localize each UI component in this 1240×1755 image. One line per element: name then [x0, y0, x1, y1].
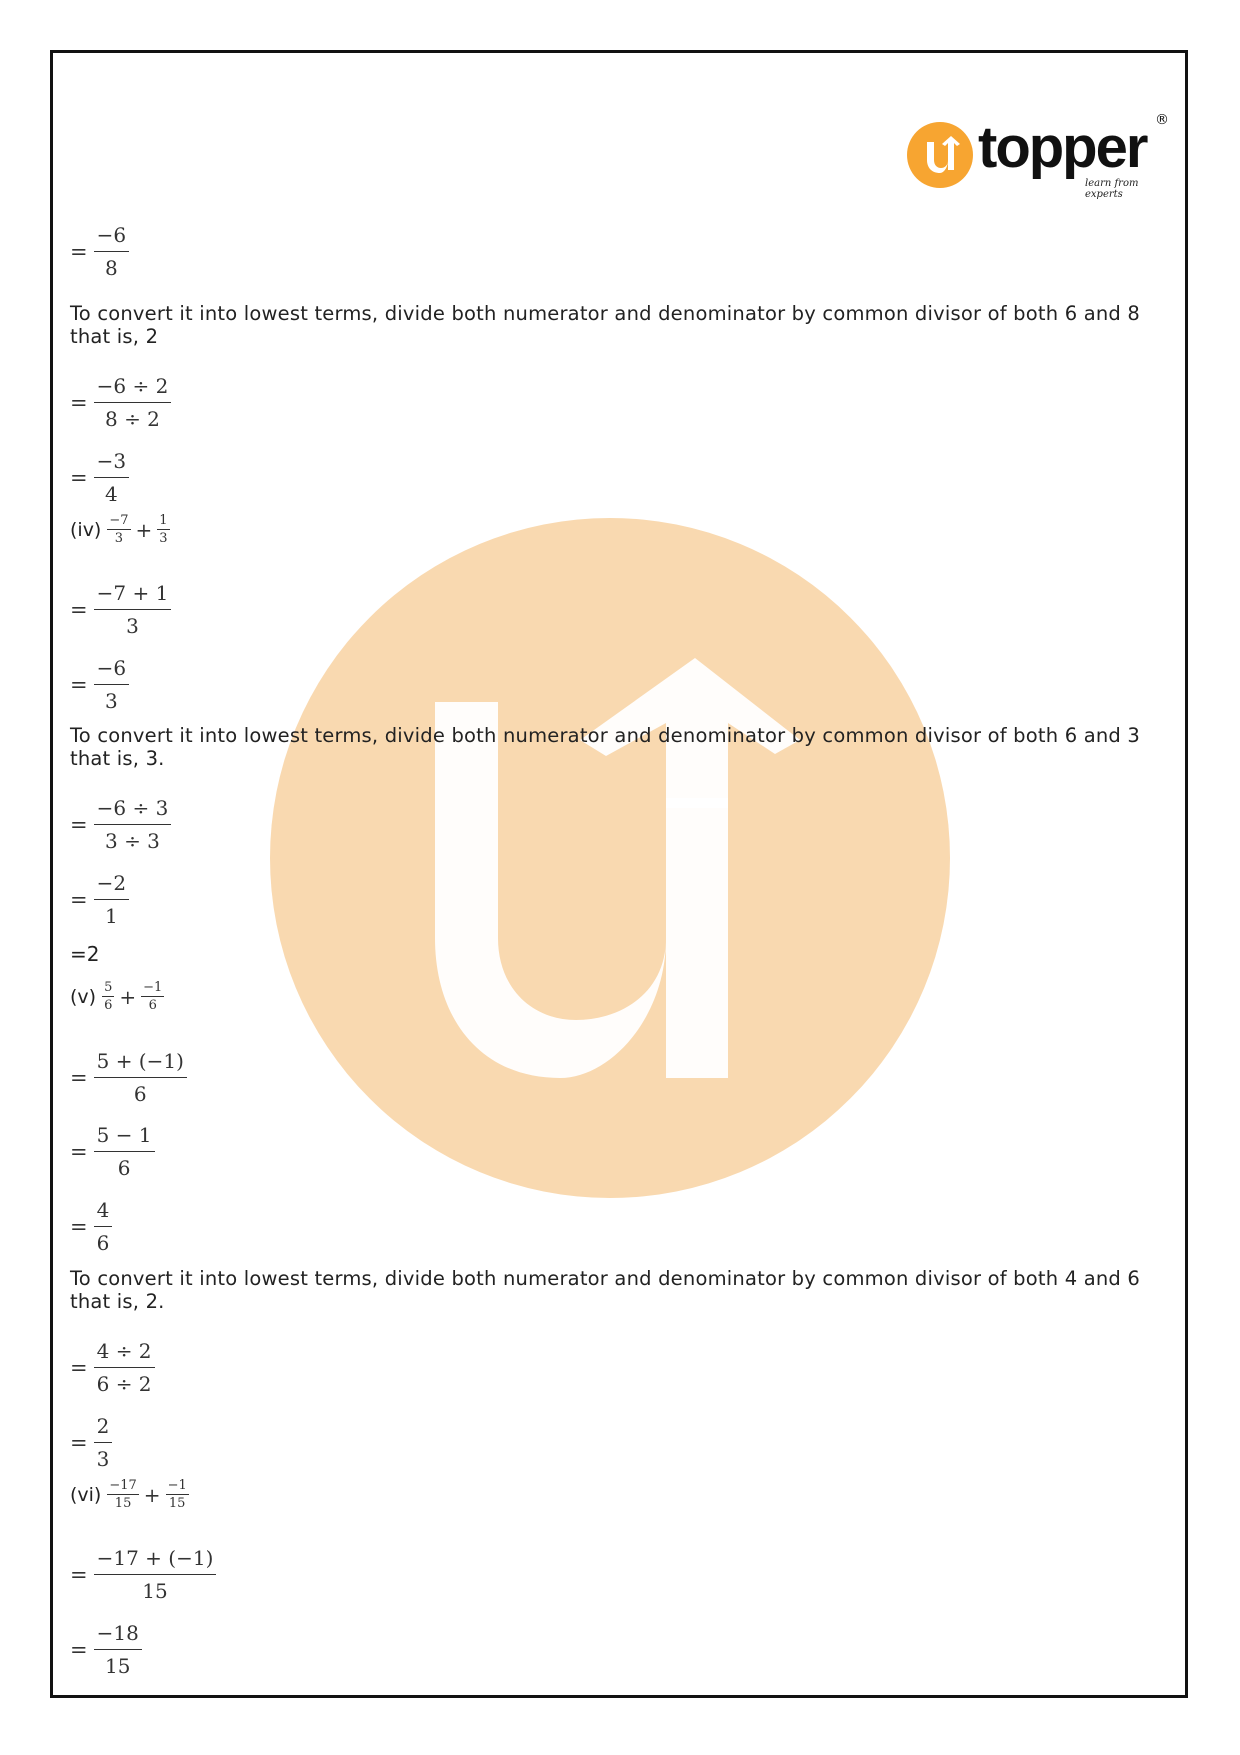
explanation-paragraph: To convert it into lowest terms, divide both numerator and denominator by common divisor of both 6 and 3 that is, 3. [70, 724, 1140, 770]
step-fraction: = $\frac{5 - 1}{6}$ [70, 1122, 155, 1181]
watermark-circle [270, 518, 950, 1198]
step-fraction: = $\frac{-7 + 1}{3}$ [70, 580, 171, 639]
question-vi: (vi) $\frac{-17}{15}$ + $\frac{-1}{15}$ [70, 1478, 187, 1511]
question-iv: (iv) $\frac{-7}{3}$ + $\frac{1}{3}$ [70, 513, 168, 546]
brand-tagline: learn from experts [1085, 178, 1139, 200]
step-fraction: = $\frac{2}{3}$ [70, 1413, 112, 1472]
step-fraction: = $\frac{-6 \div 2}{8 \div 2}$ [70, 373, 171, 432]
explanation-paragraph: To convert it into lowest terms, divide both numerator and denominator by common divisor of both 4 and 6 that is, 2. [70, 1267, 1140, 1313]
step-fraction: = $\frac{-6}{8}$ [70, 222, 129, 281]
step-fraction: = $\frac{4}{6}$ [70, 1197, 112, 1256]
explanation-paragraph: To convert it into lowest terms, divide both numerator and denominator by common divisor of both 6 and 8 that is, 2 [70, 302, 1140, 348]
brand-name: topper [978, 115, 1147, 180]
step-fraction: = $\frac{-18}{15}$ [70, 1620, 142, 1679]
step-fraction: = $\frac{-6}{3}$ [70, 655, 129, 714]
watermark-logo [270, 518, 950, 1198]
brand-logo [905, 112, 1175, 200]
brand-registered: ® [1155, 112, 1169, 128]
step-fraction: = $\frac{-3}{4}$ [70, 448, 129, 507]
fraction: $\frac{-3}{4}$ [94, 448, 129, 507]
step-result: =2 [70, 942, 100, 966]
step-fraction: = $\frac{-6 \div 3}{3 \div 3}$ [70, 795, 171, 854]
step-fraction: = $\frac{-2}{1}$ [70, 870, 129, 929]
step-fraction: = $\frac{-17 + (-1)}{15}$ [70, 1545, 216, 1604]
fraction: $\frac{-6 \div 2}{8 \div 2}$ [94, 373, 172, 432]
step-fraction: = $\frac{5 + (-1)}{6}$ [70, 1048, 187, 1107]
question-v: (v) $\frac{5}{6}$ + $\frac{-1}{6}$ [70, 980, 163, 1013]
fraction: $\frac{-6}{8}$ [94, 222, 129, 281]
brand-u-icon [905, 120, 975, 190]
step-fraction: = $\frac{4 \div 2}{6 \div 2}$ [70, 1338, 155, 1397]
